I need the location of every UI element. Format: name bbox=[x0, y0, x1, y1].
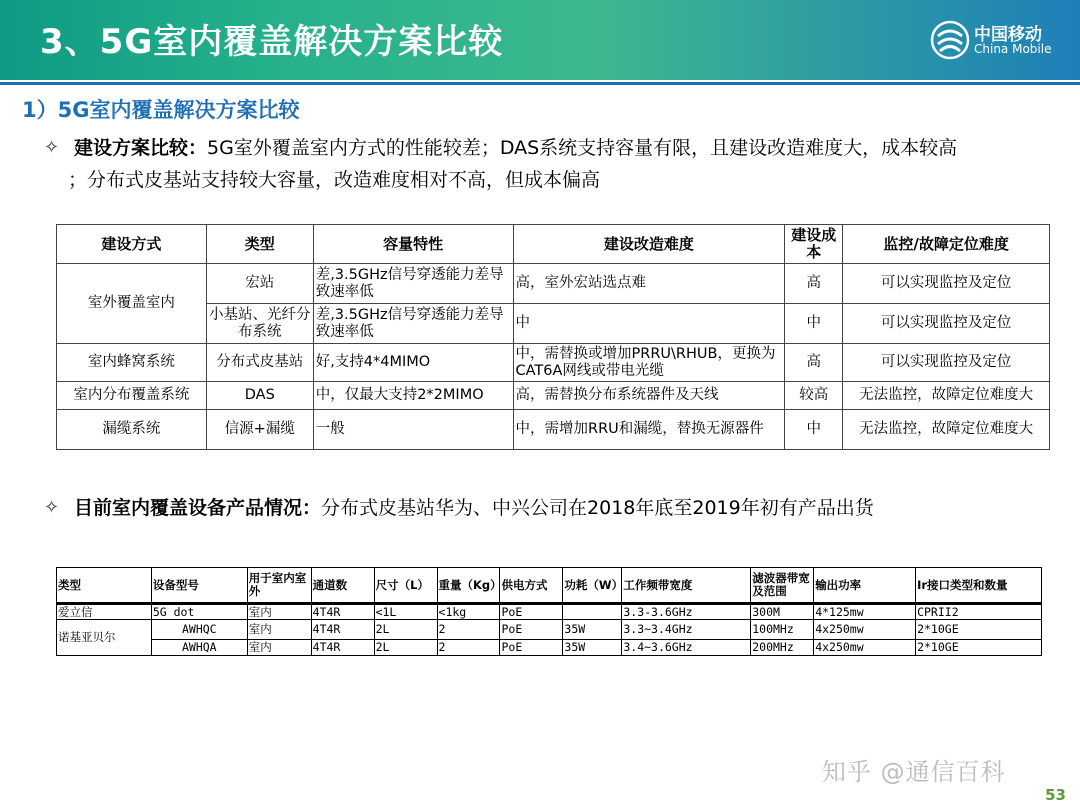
table-cell: 爱立信 bbox=[57, 604, 152, 620]
section-heading: 1）5G室内覆盖解决方案比较 bbox=[22, 98, 300, 122]
solution-comparison-table bbox=[56, 224, 1050, 450]
table-header-row bbox=[57, 225, 1050, 264]
table-cell: 中，需增加RRU和漏缆，替换无源器件 bbox=[513, 410, 785, 450]
table-cell: 中，需替换或增加PRRU\RHUB，更换为CAT6A网线或带电光缆 bbox=[513, 344, 785, 382]
logo-text-en: China Mobile bbox=[974, 42, 1052, 56]
table-header-cell: 输出功率 bbox=[814, 568, 916, 604]
table-cell: 200MHz bbox=[751, 640, 814, 656]
table-cell: 高，室外宏站选点难 bbox=[513, 264, 785, 304]
product-spec-table bbox=[56, 567, 1042, 656]
table-row bbox=[57, 604, 1042, 620]
table-header-cell: 功耗（W） bbox=[563, 568, 622, 604]
table-row bbox=[57, 620, 1042, 640]
table-cell: 中 bbox=[513, 304, 785, 344]
diamond-bullet-icon: ✧ bbox=[44, 497, 60, 518]
table-header-cell: 类型 bbox=[206, 225, 313, 264]
table-cell: 室外覆盖室内 bbox=[57, 264, 207, 344]
table-header-cell: 建设成本 bbox=[785, 225, 843, 264]
bullet-body: 分布式皮基站华为、中兴公司在2018年底至2019年初有产品出货 bbox=[321, 497, 874, 519]
table-cell: AWHQA bbox=[151, 640, 247, 656]
bullet-label: 目前室内覆盖设备产品情况： bbox=[74, 497, 322, 519]
table-cell: 室内 bbox=[247, 620, 311, 640]
table-cell: CPRII2 bbox=[916, 604, 1042, 620]
china-mobile-logo-icon bbox=[930, 20, 970, 60]
table-header-cell: 供电方式 bbox=[500, 568, 563, 604]
table-cell: 4T4R bbox=[311, 604, 374, 620]
table-cell: 室内蜂窝系统 bbox=[57, 344, 207, 382]
table-cell: 中，仅最大支持2*2MIMO bbox=[313, 382, 513, 410]
table-cell: <1kg bbox=[437, 604, 500, 620]
table-row bbox=[57, 344, 1050, 382]
page-number: 53 bbox=[1045, 786, 1066, 804]
table-cell: 3.4~3.6GHz bbox=[622, 640, 751, 656]
table-cell: PoE bbox=[500, 604, 563, 620]
table-cell: 室内 bbox=[247, 640, 311, 656]
table-cell: 300M bbox=[751, 604, 814, 620]
title-banner bbox=[0, 0, 1080, 80]
table-cell: 分布式皮基站 bbox=[206, 344, 313, 382]
table-header-cell: 工作频带宽度 bbox=[622, 568, 751, 604]
table-cell: 3.3-3.6GHz bbox=[622, 604, 751, 620]
table-cell: 诺基亚贝尔 bbox=[57, 620, 152, 656]
table-cell: 信源+漏缆 bbox=[206, 410, 313, 450]
table-cell: 漏缆系统 bbox=[57, 410, 207, 450]
table-cell: PoE bbox=[500, 640, 563, 656]
table-cell: 可以实现监控及定位 bbox=[843, 304, 1050, 344]
table-cell: 35W bbox=[563, 640, 622, 656]
table-row bbox=[57, 410, 1050, 450]
table-cell: AWHQC bbox=[151, 620, 247, 640]
table-cell: 2L bbox=[374, 640, 437, 656]
table-cell: DAS bbox=[206, 382, 313, 410]
table-header-cell: 用于室内室外 bbox=[247, 568, 311, 604]
table-cell: 4T4R bbox=[311, 620, 374, 640]
table-cell: 差,3.5GHz信号穿透能力差导致速率低 bbox=[313, 264, 513, 304]
table-cell: 无法监控，故障定位难度大 bbox=[843, 410, 1050, 450]
table-cell: <1L bbox=[374, 604, 437, 620]
table-cell: 一般 bbox=[313, 410, 513, 450]
table-row bbox=[57, 264, 1050, 304]
table-cell: 中 bbox=[785, 410, 843, 450]
table-cell: 室内分布覆盖系统 bbox=[57, 382, 207, 410]
table-cell: 差,3.5GHz信号穿透能力差导致速率低 bbox=[313, 304, 513, 344]
diamond-bullet-icon: ✧ bbox=[44, 137, 60, 158]
table-cell: 宏站 bbox=[206, 264, 313, 304]
bullet-text bbox=[68, 132, 1080, 196]
table-cell: 2 bbox=[437, 620, 500, 640]
table-cell: 5G dot bbox=[151, 604, 247, 620]
bullet-body: 5G室外覆盖室内方式的性能较差；DAS系统支持容量有限，且建设改造难度大，成本较高 bbox=[207, 137, 958, 159]
table-cell: PoE bbox=[500, 620, 563, 640]
table-cell: 2*10GE bbox=[916, 620, 1042, 640]
table-header-cell: 设备型号 bbox=[151, 568, 247, 604]
china-mobile-logo bbox=[930, 20, 1052, 64]
table-cell: 中 bbox=[785, 304, 843, 344]
table-row bbox=[57, 382, 1050, 410]
watermark: 知乎 @通信百科 bbox=[822, 758, 1006, 786]
table-cell: 3.3~3.4GHz bbox=[622, 620, 751, 640]
table-header-cell: 建设改造难度 bbox=[513, 225, 785, 264]
logo-text-cn: 中国移动 bbox=[974, 25, 1042, 45]
header-divider bbox=[0, 82, 1080, 85]
table-cell: 可以实现监控及定位 bbox=[843, 344, 1050, 382]
slide-title: 3、5G室内覆盖解决方案比较 bbox=[40, 22, 504, 62]
bullet-body-line2: ；分布式皮基站支持较大容量，改造难度相对不高，但成本偏高 bbox=[68, 169, 601, 191]
table-header-cell: 滤波器带宽及范围 bbox=[751, 568, 814, 604]
table-header-cell: 尺寸（L） bbox=[374, 568, 437, 604]
table-cell: 2L bbox=[374, 620, 437, 640]
table-cell: 室内 bbox=[247, 604, 311, 620]
table-header-cell: Ir接口类型和数量 bbox=[916, 568, 1042, 604]
table-cell: 较高 bbox=[785, 382, 843, 410]
table-cell: 小基站、光纤分布系统 bbox=[206, 304, 313, 344]
table-cell: 4T4R bbox=[311, 640, 374, 656]
table-cell: 高 bbox=[785, 344, 843, 382]
table-cell: 35W bbox=[563, 620, 622, 640]
table-cell: 4*125mw bbox=[814, 604, 916, 620]
table-cell: 100MHz bbox=[751, 620, 814, 640]
table-header-cell: 重量（Kg） bbox=[437, 568, 500, 604]
table-row bbox=[57, 640, 1042, 656]
table-cell: 2*10GE bbox=[916, 640, 1042, 656]
table-cell: 无法监控，故障定位难度大 bbox=[843, 382, 1050, 410]
table-cell bbox=[563, 604, 622, 620]
table-cell: 可以实现监控及定位 bbox=[843, 264, 1050, 304]
table-cell: 2 bbox=[437, 640, 500, 656]
table-header-cell: 类型 bbox=[57, 568, 152, 604]
bullet-label: 建设方案比较： bbox=[74, 137, 208, 159]
table-cell: 高，需替换分布系统器件及天线 bbox=[513, 382, 785, 410]
table-cell: 好,支持4*4MIMO bbox=[313, 344, 513, 382]
table-row bbox=[57, 304, 1050, 344]
bullet-text bbox=[74, 492, 1080, 524]
table-cell: 4x250mw bbox=[814, 620, 916, 640]
table-header-row bbox=[57, 568, 1042, 604]
table-header-cell: 容量特性 bbox=[313, 225, 513, 264]
table-cell: 高 bbox=[785, 264, 843, 304]
table-header-cell: 监控/故障定位难度 bbox=[843, 225, 1050, 264]
table-header-cell: 通道数 bbox=[311, 568, 374, 604]
table-header-cell: 建设方式 bbox=[57, 225, 207, 264]
table-cell: 4x250mw bbox=[814, 640, 916, 656]
